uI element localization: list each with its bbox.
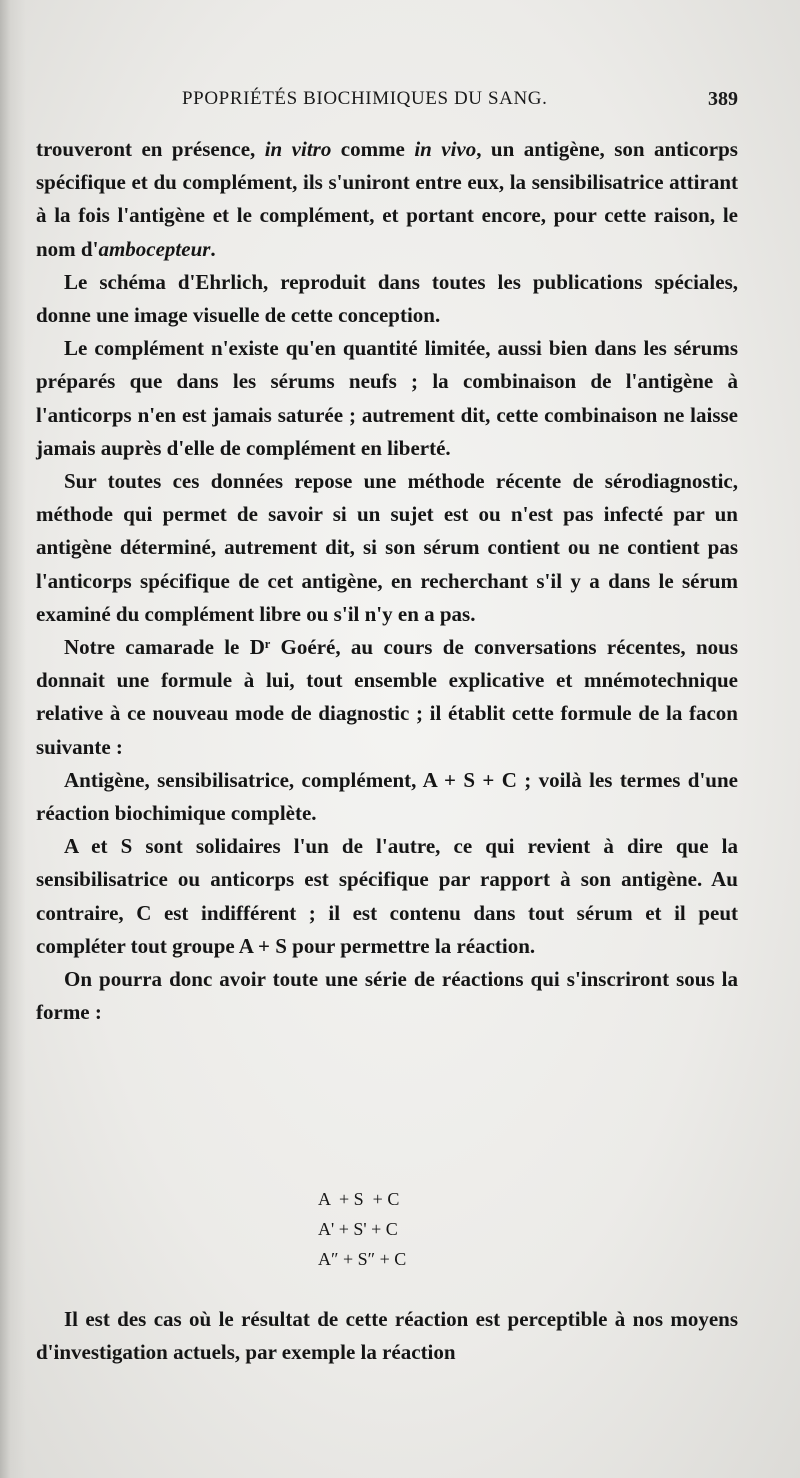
text-run: Sur toutes ces données repose une méthode récente de sérodiagnostic, méthode qui permet de savoir si un sujet est ou n'est pas infecté par un antigène déterminé, autrement dit, si son sérum contient ou ne contient pas l'anticorps spécifique de cet antigène, en recherchant s'il y a dans le sérum examiné du complément libre ou s'il n'y en a pas. [36, 469, 738, 626]
italic-term: ambocepteur [98, 236, 211, 261]
italic-term: in vitro [264, 137, 332, 161]
paragraph [36, 963, 738, 1029]
paragraph [36, 465, 738, 631]
text-run: Le complément n'existe qu'en quantité limitée, aussi bien dans les sérums préparés que dans les sérums neufs ; la combinaison de l'antigène à l'anticorps n'en est jamais saturée ; autrement dit, cette combinaison ne laisse jamais auprès d'elle de complément en liberté. [36, 336, 738, 460]
paragraph [36, 764, 738, 830]
text-run: On pourra donc avoir toute une série de réactions qui s'inscriront sous la forme : [36, 967, 738, 1025]
page-header [36, 88, 738, 116]
text-run: trouveront en présence, [36, 137, 265, 161]
body-text [36, 133, 738, 1029]
text-run: A et S sont solidaires l'un de l'autre, ce qui revient à dire que la sensibilisatrice ou anticorps est spécifique par rapport à son antigène. Au contraire, C est indifférent ; il est contenu dans tout sérum et il peut compléter tout groupe A + S pour permettre la réaction. [36, 834, 738, 958]
paragraph [36, 830, 738, 963]
paragraph [36, 266, 738, 332]
running-head: PPOPRIÉTÉS BIOCHIMIQUES DU SANG. [182, 88, 548, 109]
formula-line: A″ + S″ + C [318, 1249, 407, 1269]
text-run: Le schéma d'Ehrlich, reproduit dans toutes les publications spéciales, donne une image visuelle de cette conception. [36, 269, 738, 328]
italic-term: in vivo [414, 137, 477, 161]
closing-paragraph [36, 1303, 738, 1369]
text-run: . [210, 236, 216, 261]
page-number: 389 [708, 88, 738, 110]
text-run: Notre camarade le Dʳ Goéré, au cours de conversations récentes, nous donnait une formule à lui, tout ensemble explicative et mnémotechnique relative à ce nouveau mode de diagnostic ; il établit cette formule de la facon suivante : [36, 635, 738, 759]
formula-block [318, 1184, 518, 1274]
page-spine-shadow [0, 0, 26, 1478]
paragraph [36, 133, 738, 266]
formula-line: A + S + C [318, 1189, 400, 1209]
paragraph [36, 631, 738, 764]
paragraph [36, 332, 738, 465]
text-run: comme [331, 137, 415, 161]
text-run: , un antigène, son anticorps spécifique et du complément, ils s'uniront entre eux, la sensibilisatrice attirant à la fois l'antigène et le complément, et portant encore, pour cette raison, le nom d' [36, 137, 738, 261]
paragraph: Il est des cas où le résultat de cette réaction est perceptible à nos moyens d'investigation actuels, par exemple la réaction [36, 1307, 738, 1365]
formula-line: A' + S' + C [318, 1219, 398, 1239]
text-run: Antigène, sensibilisatrice, complément, A + S + C ; voilà les termes d'une réaction biochimique complète. [36, 767, 738, 826]
